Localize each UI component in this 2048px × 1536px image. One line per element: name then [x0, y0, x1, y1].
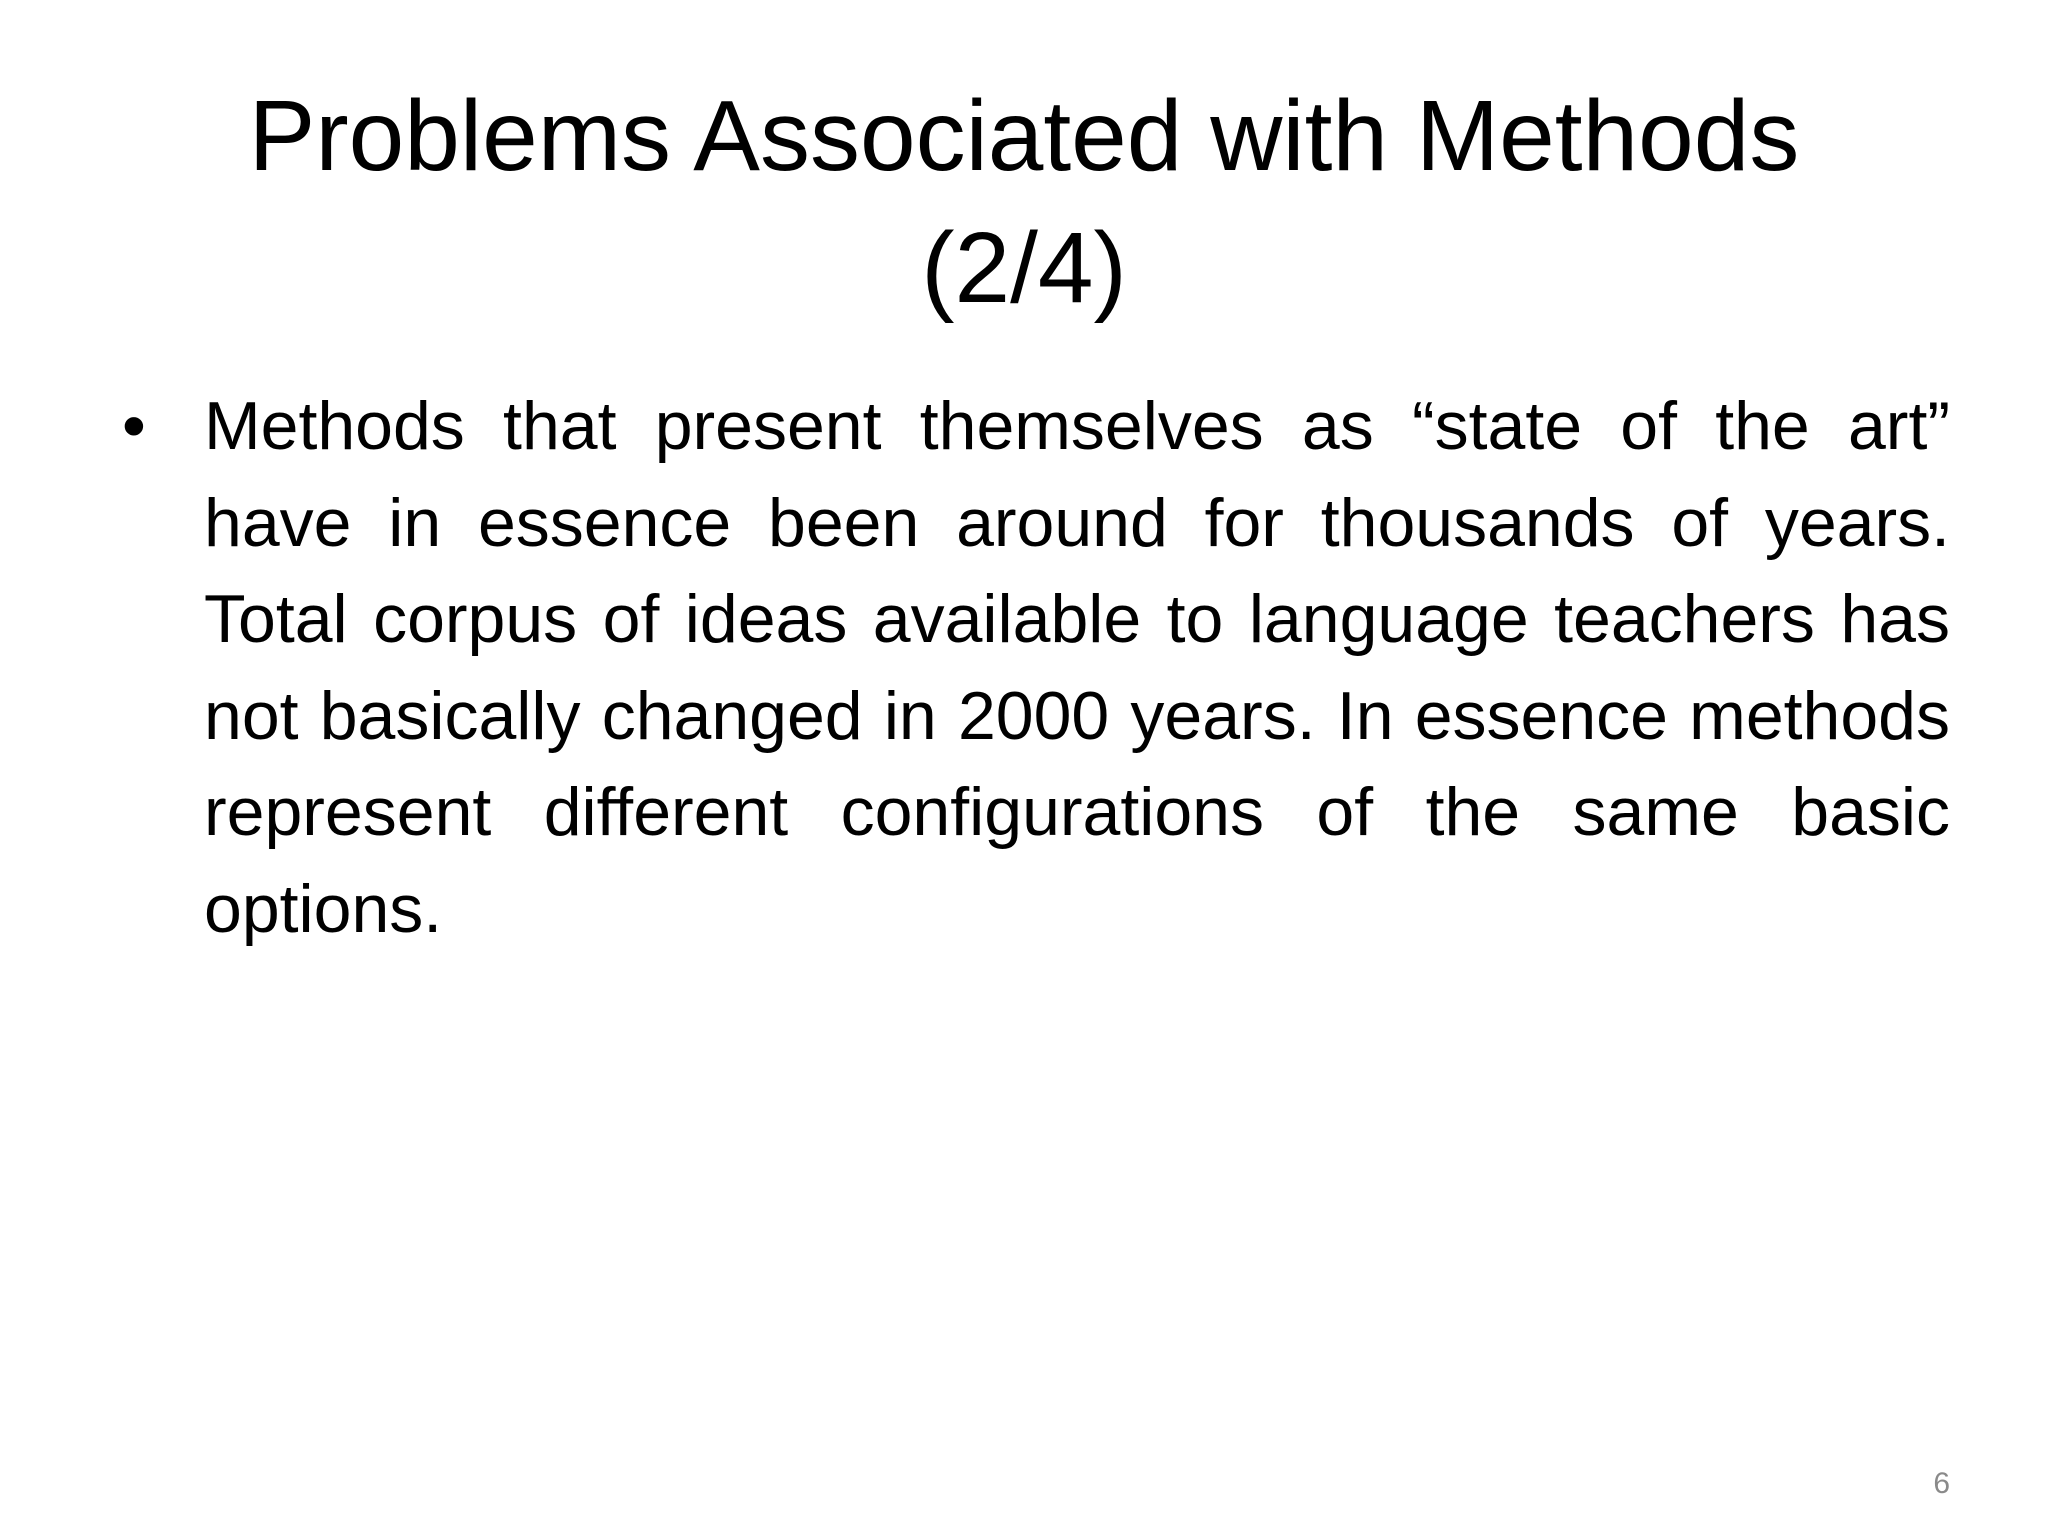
slide-number: 6 — [1933, 1467, 1950, 1500]
slide-title-line-1: Problems Associated with Methods — [248, 80, 1800, 192]
slide-title — [140, 70, 1908, 334]
bullet-item — [120, 378, 1950, 957]
bullet-dot-icon: • — [122, 388, 146, 464]
bullet-text: Methods that present themselves as “state of the art” have in essence been around for thousands of years. Total corpus of ideas available to language teachers has not basically changed in 2000 years. In essence methods represent different configurations of the same basic options. — [204, 388, 1950, 947]
bullet-list — [120, 378, 1950, 957]
slide-title-line-2: (2/4) — [921, 212, 1127, 324]
